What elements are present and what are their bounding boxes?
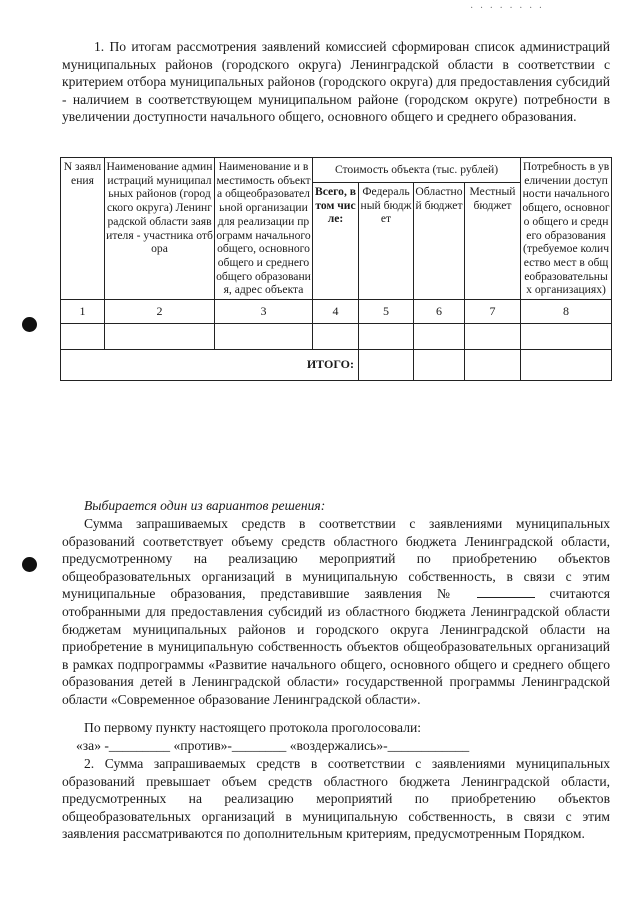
option-1-text-b: считаются отобранными для предоставления субсидий из областного бюджета Ленинградской области бюджетам муниципальных районов и городского округа Ленинградской области на приобретение в муниципальную собственность объектов общеобразовательных организаций в рамках подпрограммы «Развитие начального общего, основного общего и среднего общего образования детей в Ленинградской области» государственной программы Ленинградской области «Современное образование Ленинградской области». xyxy=(62,586,611,707)
header-object-name: Наименование и вместимость объекта общеобразовательной организации для реализации программ начального общего, основного общего и среднего общего образования, адрес объекта xyxy=(215,158,313,300)
column-number: 3 xyxy=(215,300,313,324)
table-cell xyxy=(359,324,414,350)
table-cell xyxy=(414,350,465,381)
vote-intro: По первому пункту настоящего протокола проголосовали: xyxy=(84,720,422,735)
total-row xyxy=(61,350,612,381)
column-number: 7 xyxy=(465,300,521,324)
paragraph-option-1 xyxy=(62,515,610,709)
column-number: 6 xyxy=(414,300,465,324)
table-cell xyxy=(105,324,215,350)
scan-artifact-dots: · · · · · · · · xyxy=(470,3,545,14)
header-cost-local: Местный бюджет xyxy=(465,183,521,300)
header-cost-group: Стоимость объекта (тыс. рублей) xyxy=(313,158,521,183)
table-cell xyxy=(313,324,359,350)
header-administration-name: Наименование администраций муниципальных районов (городского округа) Ленинградской области заявителя - участника отбора xyxy=(105,158,215,300)
column-number: 8 xyxy=(521,300,612,324)
vote-line: «за» -_________ «против»-________ «воздержались»-____________ xyxy=(76,738,470,753)
paragraph-2: 2. Сумма запрашиваемых средств в соответствии с заявлениями муниципальных образований превышает объем средств областного бюджета Ленинградской области, предусмотренных на реализацию мероприятий по приобретению объектов общеобразовательных организаций в муниципальную собственность, в связи с этим заявления рассматриваются по дополнительным критериям, предусмотренным Порядком. xyxy=(62,756,610,842)
header-cost-total: Всего, в том числе: xyxy=(313,183,359,300)
option-1-text-a: Сумма запрашиваемых средств в соответствии с заявлениями муниципальных образований соответствует объему средств областного бюджета Ленинградской области, предусмотренному на реализацию мероприятий по приобретению объектов общеобразовательных организаций в муниципальную собственность, в связи с этим муниципальные образования, представившие заявления № xyxy=(62,516,610,602)
empty-data-row xyxy=(61,324,612,350)
header-application-number: N заявления xyxy=(61,158,105,300)
applications-table xyxy=(60,157,612,381)
options-heading: Выбирается один из вариантов решения: xyxy=(84,498,326,513)
binder-hole xyxy=(22,317,37,332)
total-label: ИТОГО: xyxy=(61,350,359,381)
table-cell xyxy=(465,324,521,350)
column-number: 1 xyxy=(61,300,105,324)
table-cell xyxy=(61,324,105,350)
header-cost-regional: Областной бюджет xyxy=(414,183,465,300)
paragraph-1: 1. По итогам рассмотрения заявлений комиссией сформирован список администраций муниципальных районов (городского округа) Ленинградской области в соответствии с критерием отбора муниципальных районов (городского округа) для предоставления субсидий - наличием в соответствующем муниципальном районе (городском округе) потребности в увеличении доступности начального общего, основного общего и среднего образования. xyxy=(62,39,610,125)
binder-hole xyxy=(22,557,37,572)
table-cell xyxy=(521,350,612,381)
table-cell xyxy=(215,324,313,350)
column-number: 4 xyxy=(313,300,359,324)
table-cell xyxy=(414,324,465,350)
application-number-blank xyxy=(477,585,535,598)
table-cell xyxy=(359,350,414,381)
table-cell xyxy=(521,324,612,350)
header-cost-federal: Федеральный бюджет xyxy=(359,183,414,300)
column-number: 5 xyxy=(359,300,414,324)
column-numbers-row xyxy=(61,300,612,324)
table-cell xyxy=(465,350,521,381)
header-need: Потребность в увеличении доступности начального общего, основного общего и среднего образования (требуемое количество мест в общеобразовательных организациях) xyxy=(521,158,612,300)
column-number: 2 xyxy=(105,300,215,324)
